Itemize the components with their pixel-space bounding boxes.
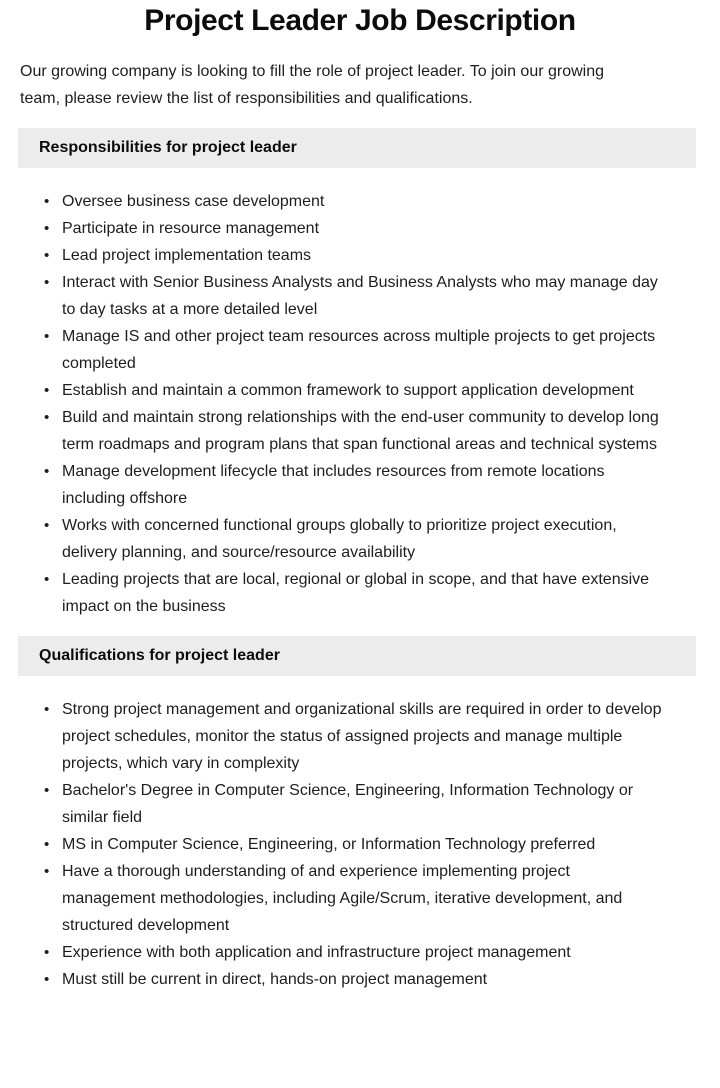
responsibility-list-item: • Build and maintain strong relationships with the end-user community to develop long term roadmaps and program plans that span functional areas and technical systems — [0, 404, 720, 458]
section-heading-label: Responsibilities for project leader — [39, 139, 297, 156]
section-heading-label: Qualifications for project leader — [39, 647, 280, 664]
section-heading-responsibilities — [18, 128, 696, 168]
responsibility-list-item: • Lead project implementation teams — [0, 242, 720, 269]
responsibility-list-item: • Works with concerned functional groups globally to prioritize project execution, delivery planning, and source/resource availability — [0, 512, 720, 566]
responsibility-list-item: • Establish and maintain a common framework to support application development — [0, 377, 720, 404]
qualifications-list — [0, 696, 720, 993]
responsibility-list-item: • Manage IS and other project team resources across multiple projects to get projects completed — [0, 323, 720, 377]
responsibility-list-item: • Interact with Senior Business Analysts and Business Analysts who may manage day to day tasks at a more detailed level — [0, 269, 720, 323]
qualification-list-item: • Strong project management and organizational skills are required in order to develop project schedules, monitor the status of assigned projects and manage multiple projects, which vary in complexity — [0, 696, 720, 777]
page-title: Project Leader Job Description — [144, 4, 576, 37]
intro-paragraph: Our growing company is looking to fill the role of project leader. To join our growing team, please review the list of responsibilities and qualifications. — [20, 63, 605, 107]
qualification-list-item: • Bachelor's Degree in Computer Science, Engineering, Information Technology or similar field — [0, 777, 720, 831]
responsibility-list-item: • Leading projects that are local, regional or global in scope, and that have extensive impact on the business — [0, 566, 720, 620]
responsibility-list-item: • Oversee business case development — [0, 188, 720, 215]
responsibilities-list — [0, 188, 720, 620]
section-heading-qualifications — [18, 636, 696, 676]
qualification-list-item: • Have a thorough understanding of and experience implementing project management methodologies, including Agile/Scrum, iterative development, and structured development — [0, 858, 720, 939]
qualification-list-item: • Experience with both application and infrastructure project management — [0, 939, 720, 966]
responsibility-list-item: • Participate in resource management — [0, 215, 720, 242]
responsibility-list-item: • Manage development lifecycle that includes resources from remote locations including offshore — [0, 458, 720, 512]
qualification-list-item: • MS in Computer Science, Engineering, or Information Technology preferred — [0, 831, 720, 858]
qualification-list-item: • Must still be current in direct, hands-on project management — [0, 966, 720, 993]
job-description-document — [0, 4, 720, 993]
